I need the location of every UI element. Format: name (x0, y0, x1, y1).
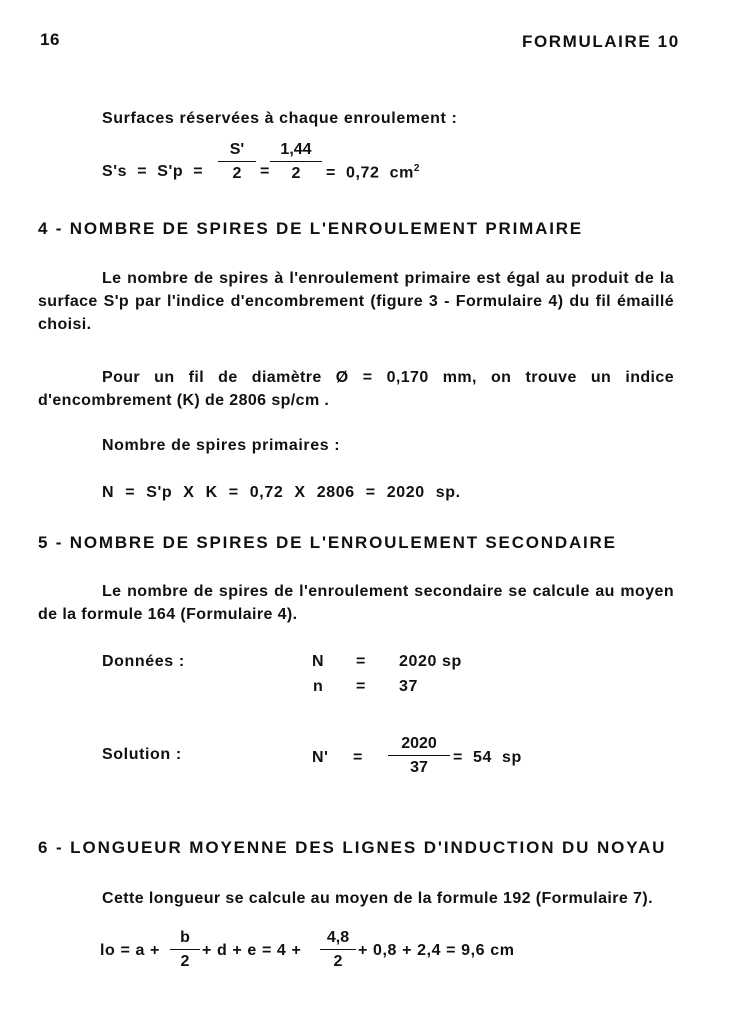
given-N-value: 2020 sp (399, 653, 462, 670)
section-4-formula: N = S'p X K = 0,72 X 2806 = 2020 sp. (102, 484, 461, 501)
page-number: 16 (40, 30, 60, 49)
solution-result: = 54 sp (453, 749, 522, 766)
fraction-denominator: 2 (291, 165, 301, 182)
given-N-symbol: N (312, 653, 325, 670)
solution-equals: = (353, 749, 363, 766)
length-fraction-1 (170, 929, 200, 971)
given-n-value: 37 (399, 678, 418, 695)
paragraph-text: Le nombre de spires à l'enroulement primaire est égal au produit de la surface S'p par l'indice d'encombrement (figure 3 - Formulaire 4) du fil émaillé choisi. (38, 270, 674, 333)
solution-label: Solution : (102, 746, 182, 763)
section-5-paragraph (38, 580, 674, 626)
length-fraction-2 (320, 929, 356, 971)
section-5-heading: 5 - NOMBRE DE SPIRES DE L'ENROULEMENT SECONDAIRE (38, 533, 617, 552)
surfaces-intro: Surfaces réservées à chaque enroulement : (102, 110, 458, 127)
section-6-paragraph (38, 887, 674, 910)
fraction-numerator: b (180, 929, 190, 946)
paragraph-text: Cette longueur se calcule au moyen de la formule 192 (Formulaire 7). (102, 890, 653, 907)
length-formula-middle: + d + e = 4 + (202, 942, 302, 959)
given-N-equals: = (356, 653, 366, 670)
surfaces-fraction-1 (218, 141, 256, 183)
fraction-denominator: 2 (333, 953, 343, 970)
surfaces-fraction-2 (270, 141, 322, 183)
surfaces-equals: = (260, 163, 270, 180)
fraction-denominator: 2 (180, 953, 190, 970)
section-4-paragraph-2 (38, 366, 674, 412)
fraction-numerator: S' (229, 141, 245, 158)
solution-fraction (388, 735, 450, 777)
section-4-paragraph-1 (38, 267, 674, 336)
fraction-denominator: 37 (410, 759, 428, 776)
solution-Nprime-symbol: N' (312, 749, 329, 766)
length-formula-result: + 0,8 + 2,4 = 9,6 cm (358, 942, 515, 959)
section-6-heading: 6 - LONGUEUR MOYENNE DES LIGNES D'INDUCTION DU NOYAU (38, 838, 667, 857)
surfaces-result-exponent: 2 (413, 163, 421, 174)
surfaces-formula-lhs: S's = S'p = (102, 163, 204, 180)
fraction-denominator: 2 (232, 165, 242, 182)
section-4-heading: 4 - NOMBRE DE SPIRES DE L'ENROULEMENT PRIMAIRE (38, 219, 583, 238)
surfaces-result-value: = 0,72 cm (326, 164, 414, 182)
given-n-equals: = (356, 678, 366, 695)
donnees-label: Données : (102, 653, 185, 670)
section-4-label: Nombre de spires primaires : (102, 437, 341, 454)
page-header-title: FORMULAIRE 10 (522, 32, 680, 51)
fraction-numerator: 4,8 (326, 929, 350, 946)
fraction-numerator: 2020 (401, 735, 437, 752)
fraction-numerator: 1,44 (280, 141, 312, 158)
given-n-symbol: n (313, 678, 324, 695)
paragraph-text: Pour un fil de diamètre Ø = 0,170 mm, on trouve un indice d'encombrement (K) de 2806 sp/cm . (38, 369, 674, 409)
surfaces-result (326, 163, 420, 182)
paragraph-text: Le nombre de spires de l'enroulement secondaire se calcule au moyen de la formule 164 (Formulaire 4). (38, 583, 674, 623)
length-formula-lhs: lo = a + (100, 942, 160, 959)
